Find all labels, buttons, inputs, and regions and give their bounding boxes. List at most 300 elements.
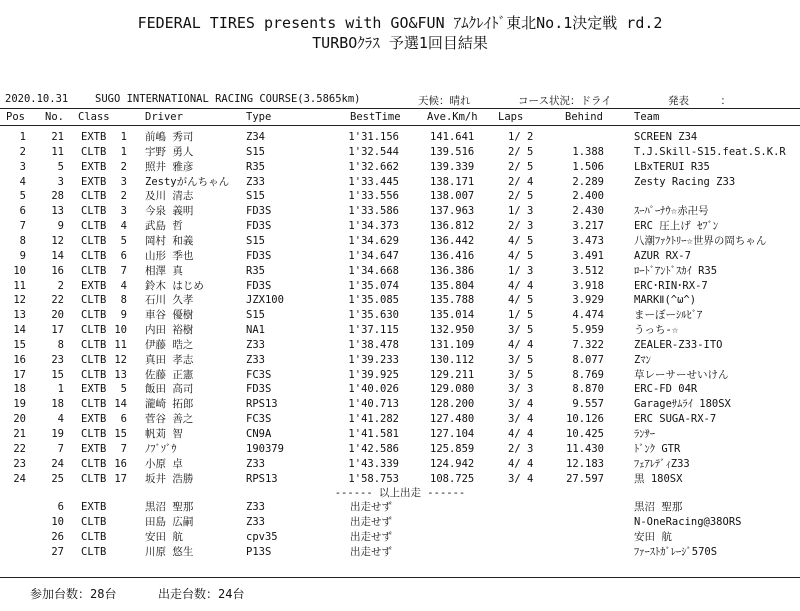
best-time-cell: 1'33.445 bbox=[348, 176, 399, 188]
driver-cell: 佐藤 正憲 bbox=[145, 369, 194, 381]
pos-cell: 18 bbox=[13, 383, 26, 395]
team-cell: ﾄﾞﾝｸ GTR bbox=[634, 443, 681, 455]
type-cell: JZX100 bbox=[246, 294, 284, 306]
column-header: Ave.Km/h bbox=[427, 111, 478, 123]
behind-cell: 3.473 bbox=[572, 235, 604, 247]
type-cell: Z34 bbox=[246, 131, 265, 143]
class-cell: EXTB bbox=[81, 280, 107, 292]
average-speed-cell: 137.963 bbox=[430, 205, 475, 217]
best-time-cell: 1'32.544 bbox=[348, 146, 399, 158]
pos-cell: 9 bbox=[19, 250, 26, 262]
team-cell: 草レーサーせいけん bbox=[634, 369, 729, 381]
laps-cell: 2/ 4 bbox=[508, 176, 534, 188]
class-pos-cell: 7 bbox=[120, 265, 127, 277]
starters-count: 出走台数：24台 bbox=[158, 587, 245, 601]
driver-cell: 宇野 勇人 bbox=[145, 146, 194, 158]
best-time-cell: 1'35.074 bbox=[348, 280, 399, 292]
number-cell: 9 bbox=[57, 220, 64, 232]
status-cell: 出走せず bbox=[350, 546, 392, 558]
best-time-cell: 1'43.339 bbox=[348, 458, 399, 470]
driver-cell: 鈴木 はじめ bbox=[145, 280, 204, 292]
average-speed-cell: 129.080 bbox=[430, 383, 475, 395]
laps-cell: 4/ 5 bbox=[508, 294, 534, 306]
number-cell: 18 bbox=[51, 398, 64, 410]
number-cell: 25 bbox=[51, 473, 64, 485]
driver-cell: 山形 季也 bbox=[145, 250, 194, 262]
status-cell: 出走せず bbox=[350, 531, 392, 543]
average-speed-cell: 139.339 bbox=[430, 161, 475, 173]
number-cell: 26 bbox=[51, 531, 64, 543]
average-speed-cell: 136.442 bbox=[430, 235, 475, 247]
class-pos-cell: 11 bbox=[114, 339, 127, 351]
team-cell: T.J.Skill-S15.feat.S.K.R bbox=[634, 146, 786, 158]
behind-cell: 2.289 bbox=[572, 176, 604, 188]
pos-cell: 7 bbox=[19, 220, 26, 232]
laps-cell: 4/ 4 bbox=[508, 280, 534, 292]
class-cell: CLTB bbox=[81, 220, 107, 232]
behind-cell: 3.918 bbox=[572, 280, 604, 292]
type-cell: Z33 bbox=[246, 354, 265, 366]
class-pos-cell: 1 bbox=[120, 131, 127, 143]
type-cell: R35 bbox=[246, 265, 265, 277]
driver-cell: 安田 航 bbox=[145, 531, 183, 543]
class-cell: CLTB bbox=[81, 190, 107, 202]
average-speed-cell: 125.859 bbox=[430, 443, 475, 455]
team-cell: ERC 圧上げ ｾﾌﾞﾝ bbox=[634, 220, 719, 232]
class-pos-cell: 10 bbox=[114, 324, 127, 336]
pos-cell: 13 bbox=[13, 309, 26, 321]
number-cell: 28 bbox=[51, 190, 64, 202]
behind-cell: 12.183 bbox=[566, 458, 604, 470]
laps-cell: 2/ 5 bbox=[508, 190, 534, 202]
type-cell: FC3S bbox=[246, 369, 272, 381]
team-cell: LBxTERUI R35 bbox=[634, 161, 710, 173]
best-time-cell: 1'34.647 bbox=[348, 250, 399, 262]
number-cell: 10 bbox=[51, 516, 64, 528]
behind-cell: 11.430 bbox=[566, 443, 604, 455]
driver-cell: 飯田 高司 bbox=[145, 383, 194, 395]
team-cell: 黒 180SX bbox=[634, 473, 683, 485]
pos-cell: 11 bbox=[13, 280, 26, 292]
pos-cell: 15 bbox=[13, 339, 26, 351]
driver-cell: 川原 悠生 bbox=[145, 546, 194, 558]
laps-cell: 2/ 3 bbox=[508, 443, 534, 455]
laps-cell: 3/ 4 bbox=[508, 413, 534, 425]
number-cell: 3 bbox=[57, 176, 64, 188]
average-speed-cell: 132.950 bbox=[430, 324, 475, 336]
class-pos-cell: 2 bbox=[120, 161, 127, 173]
driver-cell: 黒沼 聖那 bbox=[145, 501, 194, 513]
team-cell: N-OneRacing@38ORS bbox=[634, 516, 742, 528]
column-header: Pos bbox=[6, 111, 25, 123]
number-cell: 27 bbox=[51, 546, 64, 558]
team-cell: 八潮ﾌｧｸﾄﾘｰ☆世界の岡ちゃん bbox=[634, 235, 767, 247]
average-speed-cell: 130.112 bbox=[430, 354, 475, 366]
average-speed-cell: 129.211 bbox=[430, 369, 475, 381]
average-speed-cell: 136.812 bbox=[430, 220, 475, 232]
column-header: Type bbox=[246, 111, 272, 123]
average-speed-cell: 138.171 bbox=[430, 176, 475, 188]
class-pos-cell: 4 bbox=[120, 220, 127, 232]
footer-rule bbox=[0, 577, 800, 578]
behind-cell: 27.597 bbox=[566, 473, 604, 485]
number-cell: 7 bbox=[57, 443, 64, 455]
number-cell: 22 bbox=[51, 294, 64, 306]
laps-cell: 4/ 4 bbox=[508, 428, 534, 440]
class-cell: CLTB bbox=[81, 309, 107, 321]
average-speed-cell: 131.109 bbox=[430, 339, 475, 351]
pos-cell: 14 bbox=[13, 324, 26, 336]
average-speed-cell: 136.386 bbox=[430, 265, 475, 277]
behind-cell: 1.388 bbox=[572, 146, 604, 158]
class-cell: CLTB bbox=[81, 235, 107, 247]
number-cell: 14 bbox=[51, 250, 64, 262]
best-time-cell: 1'32.662 bbox=[348, 161, 399, 173]
entries-count: 参加台数：28台 bbox=[30, 587, 117, 601]
best-time-cell: 1'40.713 bbox=[348, 398, 399, 410]
class-pos-cell: 1 bbox=[120, 146, 127, 158]
driver-cell: 今泉 義明 bbox=[145, 205, 194, 217]
best-time-cell: 1'34.668 bbox=[348, 265, 399, 277]
laps-cell: 4/ 4 bbox=[508, 339, 534, 351]
class-pos-cell: 4 bbox=[120, 280, 127, 292]
class-cell: CLTB bbox=[81, 339, 107, 351]
team-cell: ERC SUGA-RX-7 bbox=[634, 413, 717, 425]
number-cell: 21 bbox=[51, 131, 64, 143]
pos-cell: 12 bbox=[13, 294, 26, 306]
laps-cell: 1/ 3 bbox=[508, 265, 534, 277]
driver-cell: 車谷 優樹 bbox=[145, 309, 194, 321]
type-cell: RPS13 bbox=[246, 398, 278, 410]
number-cell: 6 bbox=[57, 501, 64, 513]
class-cell: CLTB bbox=[81, 428, 107, 440]
average-speed-cell: 135.014 bbox=[430, 309, 475, 321]
number-cell: 16 bbox=[51, 265, 64, 277]
driver-cell: 武島 哲 bbox=[145, 220, 183, 232]
class-cell: CLTB bbox=[81, 354, 107, 366]
team-cell: うっち-☆ bbox=[634, 324, 679, 336]
class-cell: EXTB bbox=[81, 383, 107, 395]
behind-cell: 9.557 bbox=[572, 398, 604, 410]
class-cell: CLTB bbox=[81, 205, 107, 217]
behind-cell: 3.217 bbox=[572, 220, 604, 232]
type-cell: cpv35 bbox=[246, 531, 278, 543]
driver-cell: 前嶋 秀司 bbox=[145, 131, 194, 143]
class-pos-cell: 3 bbox=[120, 176, 127, 188]
number-cell: 1 bbox=[57, 383, 64, 395]
team-cell: ERC-FD 04R bbox=[634, 383, 698, 395]
pos-cell: 22 bbox=[13, 443, 26, 455]
best-time-cell: 1'38.478 bbox=[348, 339, 399, 351]
behind-cell: 2.400 bbox=[572, 190, 604, 202]
team-cell: 安田 航 bbox=[634, 531, 672, 543]
team-cell: 黒沼 聖那 bbox=[634, 501, 683, 513]
behind-cell: 10.425 bbox=[566, 428, 604, 440]
driver-cell: 岡村 和義 bbox=[145, 235, 194, 247]
best-time-cell: 1'42.586 bbox=[348, 443, 399, 455]
team-cell: まーぼーｼﾙﾋﾞｱ bbox=[634, 309, 703, 321]
class-cell: EXTB bbox=[81, 176, 107, 188]
behind-cell: 7.322 bbox=[572, 339, 604, 351]
best-time-cell: 1'37.115 bbox=[348, 324, 399, 336]
driver-cell: 帆苅 智 bbox=[145, 428, 183, 440]
pos-cell: 20 bbox=[13, 413, 26, 425]
team-cell: AZUR RX-7 bbox=[634, 250, 691, 262]
number-cell: 15 bbox=[51, 369, 64, 381]
laps-cell: 3/ 4 bbox=[508, 473, 534, 485]
class-pos-cell: 13 bbox=[114, 369, 127, 381]
average-speed-cell: 136.416 bbox=[430, 250, 475, 262]
average-speed-cell: 127.480 bbox=[430, 413, 475, 425]
driver-cell: 真田 孝志 bbox=[145, 354, 194, 366]
best-time-cell: 1'34.373 bbox=[348, 220, 399, 232]
class-pos-cell: 2 bbox=[120, 190, 127, 202]
behind-cell: 1.506 bbox=[572, 161, 604, 173]
team-cell: ﾛｰﾄﾞｱﾝﾄﾞｽｶｲ R35 bbox=[634, 265, 718, 277]
behind-cell: 5.959 bbox=[572, 324, 604, 336]
column-header: Laps bbox=[498, 111, 524, 123]
best-time-cell: 1'40.026 bbox=[348, 383, 399, 395]
number-cell: 8 bbox=[57, 339, 64, 351]
behind-cell: 3.929 bbox=[572, 294, 604, 306]
type-cell: P13S bbox=[246, 546, 272, 558]
header-bottom-rule bbox=[0, 125, 800, 126]
driver-cell: 瀧崎 拓郎 bbox=[145, 398, 194, 410]
driver-cell: 小原 卓 bbox=[145, 458, 183, 470]
class-cell: CLTB bbox=[81, 294, 107, 306]
status-cell: 出走せず bbox=[350, 516, 392, 528]
best-time-cell: 1'41.581 bbox=[348, 428, 399, 440]
driver-cell: 及川 清志 bbox=[145, 190, 194, 202]
behind-cell: 4.474 bbox=[572, 309, 604, 321]
average-speed-cell: 138.007 bbox=[430, 190, 475, 202]
behind-cell: 8.769 bbox=[572, 369, 604, 381]
class-pos-cell: 12 bbox=[114, 354, 127, 366]
pos-cell: 8 bbox=[19, 235, 26, 247]
number-cell: 20 bbox=[51, 309, 64, 321]
behind-cell: 3.491 bbox=[572, 250, 604, 262]
type-cell: R35 bbox=[246, 161, 265, 173]
type-cell: S15 bbox=[246, 309, 265, 321]
type-cell: CN9A bbox=[246, 428, 272, 440]
team-cell: SCREEN Z34 bbox=[634, 131, 698, 143]
class-cell: CLTB bbox=[81, 324, 107, 336]
team-cell: MARKⅡ(^ω^) bbox=[634, 294, 697, 306]
type-cell: 190379 bbox=[246, 443, 284, 455]
driver-cell: 照井 雅彦 bbox=[145, 161, 194, 173]
driver-cell: 坂井 浩勝 bbox=[145, 473, 194, 485]
class-cell: CLTB bbox=[81, 146, 107, 158]
type-cell: FD3S bbox=[246, 220, 272, 232]
pos-cell: 2 bbox=[19, 146, 26, 158]
laps-cell: 2/ 5 bbox=[508, 161, 534, 173]
course-condition: コース状況：ドライ bbox=[518, 95, 612, 107]
type-cell: FD3S bbox=[246, 280, 272, 292]
best-time-cell: 1'31.156 bbox=[348, 131, 399, 143]
class-pos-cell: 16 bbox=[114, 458, 127, 470]
best-time-cell: 1'39.925 bbox=[348, 369, 399, 381]
column-header: Team bbox=[634, 111, 660, 123]
driver-cell: Zestyがんちゃん bbox=[145, 176, 230, 188]
pos-cell: 1 bbox=[19, 131, 26, 143]
number-cell: 12 bbox=[51, 235, 64, 247]
type-cell: S15 bbox=[246, 235, 265, 247]
pos-cell: 23 bbox=[13, 458, 26, 470]
class-cell: EXTB bbox=[81, 501, 107, 513]
pos-cell: 10 bbox=[13, 265, 26, 277]
weather: 天候：晴れ bbox=[418, 95, 471, 107]
best-time-cell: 1'41.282 bbox=[348, 413, 399, 425]
behind-cell: 3.512 bbox=[572, 265, 604, 277]
type-cell: FD3S bbox=[246, 250, 272, 262]
header-top-rule bbox=[0, 108, 800, 109]
page-subtitle: TURBOｸﾗｽ 予選1回目結果 bbox=[312, 34, 488, 52]
type-cell: S15 bbox=[246, 146, 265, 158]
behind-cell: 2.430 bbox=[572, 205, 604, 217]
class-pos-cell: 5 bbox=[120, 235, 127, 247]
pos-cell: 21 bbox=[13, 428, 26, 440]
average-speed-cell: 135.788 bbox=[430, 294, 475, 306]
number-cell: 23 bbox=[51, 354, 64, 366]
pos-cell: 24 bbox=[13, 473, 26, 485]
team-cell: Garageｻﾑﾗｲ 180SX bbox=[634, 398, 731, 410]
driver-cell: 菅谷 善之 bbox=[145, 413, 194, 425]
class-pos-cell: 14 bbox=[114, 398, 127, 410]
number-cell: 4 bbox=[57, 413, 64, 425]
column-header: Driver bbox=[145, 111, 183, 123]
driver-cell: 内田 裕樹 bbox=[145, 324, 194, 336]
type-cell: RPS13 bbox=[246, 473, 278, 485]
column-header: No. bbox=[45, 111, 64, 123]
best-time-cell: 1'35.085 bbox=[348, 294, 399, 306]
class-pos-cell: 5 bbox=[120, 383, 127, 395]
team-cell: ﾌｧｰｽﾄｶﾞﾚｰｼﾞ570S bbox=[634, 546, 718, 558]
number-cell: 5 bbox=[57, 161, 64, 173]
class-pos-cell: 8 bbox=[120, 294, 127, 306]
class-cell: CLTB bbox=[81, 473, 107, 485]
type-cell: FD3S bbox=[246, 383, 272, 395]
pos-cell: 19 bbox=[13, 398, 26, 410]
team-cell: ZEALER-Z33-ITO bbox=[634, 339, 723, 351]
pos-cell: 5 bbox=[19, 190, 26, 202]
number-cell: 17 bbox=[51, 324, 64, 336]
started-separator: ------ 以上出走 ------ bbox=[334, 487, 466, 499]
class-pos-cell: 9 bbox=[120, 309, 127, 321]
pos-cell: 17 bbox=[13, 369, 26, 381]
number-cell: 19 bbox=[51, 428, 64, 440]
average-speed-cell: 124.942 bbox=[430, 458, 475, 470]
type-cell: NA1 bbox=[246, 324, 265, 336]
driver-cell: 田島 広嗣 bbox=[145, 516, 194, 528]
best-time-cell: 1'58.753 bbox=[348, 473, 399, 485]
average-speed-cell: 141.641 bbox=[430, 131, 475, 143]
number-cell: 24 bbox=[51, 458, 64, 470]
class-pos-cell: 6 bbox=[120, 250, 127, 262]
team-cell: Zesty Racing Z33 bbox=[634, 176, 736, 188]
class-pos-cell: 6 bbox=[120, 413, 127, 425]
best-time-cell: 1'34.629 bbox=[348, 235, 399, 247]
column-header: BestTime bbox=[350, 111, 401, 123]
class-cell: CLTB bbox=[81, 398, 107, 410]
number-cell: 13 bbox=[51, 205, 64, 217]
laps-cell: 4/ 5 bbox=[508, 250, 534, 262]
laps-cell: 4/ 5 bbox=[508, 235, 534, 247]
announce-time: 発表 ： bbox=[668, 95, 731, 107]
laps-cell: 1/ 2 bbox=[508, 131, 534, 143]
laps-cell: 1/ 3 bbox=[508, 205, 534, 217]
page-title: FEDERAL TIRES presents with GO&FUN ｱﾑｸﾚｲﾄﾞ東北No.1決定戦 rd.2 bbox=[137, 14, 663, 32]
laps-cell: 3/ 5 bbox=[508, 354, 534, 366]
class-pos-cell: 7 bbox=[120, 443, 127, 455]
best-time-cell: 1'39.233 bbox=[348, 354, 399, 366]
average-speed-cell: 108.725 bbox=[430, 473, 475, 485]
laps-cell: 2/ 5 bbox=[508, 146, 534, 158]
laps-cell: 3/ 3 bbox=[508, 383, 534, 395]
average-speed-cell: 139.516 bbox=[430, 146, 475, 158]
best-time-cell: 1'33.586 bbox=[348, 205, 399, 217]
course-name: SUGO INTERNATIONAL RACING COURSE(3.5865km) bbox=[95, 93, 361, 105]
team-cell: ERC･RIN･RX-7 bbox=[634, 280, 708, 292]
driver-cell: 伊藤 晧之 bbox=[145, 339, 194, 351]
driver-cell: 相澤 真 bbox=[145, 265, 183, 277]
type-cell: FC3S bbox=[246, 413, 272, 425]
class-cell: CLTB bbox=[81, 369, 107, 381]
pos-cell: 16 bbox=[13, 354, 26, 366]
class-cell: EXTB bbox=[81, 443, 107, 455]
type-cell: S15 bbox=[246, 190, 265, 202]
average-speed-cell: 127.104 bbox=[430, 428, 475, 440]
type-cell: Z33 bbox=[246, 458, 265, 470]
class-cell: EXTB bbox=[81, 131, 107, 143]
class-pos-cell: 3 bbox=[120, 205, 127, 217]
team-cell: ﾗﾝｻｰ bbox=[634, 428, 655, 440]
laps-cell: 3/ 5 bbox=[508, 324, 534, 336]
best-time-cell: 1'33.556 bbox=[348, 190, 399, 202]
class-cell: CLTB bbox=[81, 265, 107, 277]
class-cell: CLTB bbox=[81, 546, 107, 558]
type-cell: Z33 bbox=[246, 339, 265, 351]
class-cell: EXTB bbox=[81, 413, 107, 425]
driver-cell: 石川 久孝 bbox=[145, 294, 194, 306]
team-cell: ﾌｪｱﾚﾃﾞｨZ33 bbox=[634, 458, 690, 470]
class-pos-cell: 17 bbox=[114, 473, 127, 485]
best-time-cell: 1'35.630 bbox=[348, 309, 399, 321]
behind-cell: 8.870 bbox=[572, 383, 604, 395]
team-cell: Zﾏﾝ bbox=[634, 354, 651, 366]
laps-cell: 4/ 4 bbox=[508, 458, 534, 470]
driver-cell: ﾉﾌﾞｿﾞｳ bbox=[145, 443, 177, 455]
type-cell: FD3S bbox=[246, 205, 272, 217]
column-header: Class bbox=[78, 111, 110, 123]
type-cell: Z33 bbox=[246, 516, 265, 528]
number-cell: 2 bbox=[57, 280, 64, 292]
laps-cell: 3/ 4 bbox=[508, 398, 534, 410]
event-date: 2020.10.31 bbox=[5, 93, 69, 105]
average-speed-cell: 135.804 bbox=[430, 280, 475, 292]
class-cell: CLTB bbox=[81, 250, 107, 262]
class-cell: EXTB bbox=[81, 161, 107, 173]
behind-cell: 10.126 bbox=[566, 413, 604, 425]
class-pos-cell: 15 bbox=[114, 428, 127, 440]
laps-cell: 3/ 5 bbox=[508, 369, 534, 381]
laps-cell: 1/ 5 bbox=[508, 309, 534, 321]
average-speed-cell: 128.200 bbox=[430, 398, 475, 410]
class-cell: CLTB bbox=[81, 458, 107, 470]
pos-cell: 6 bbox=[19, 205, 26, 217]
pos-cell: 3 bbox=[19, 161, 26, 173]
team-cell: ｽｰﾊﾟｰﾅｳ☆赤卍号 bbox=[634, 205, 709, 217]
type-cell: Z33 bbox=[246, 501, 265, 513]
